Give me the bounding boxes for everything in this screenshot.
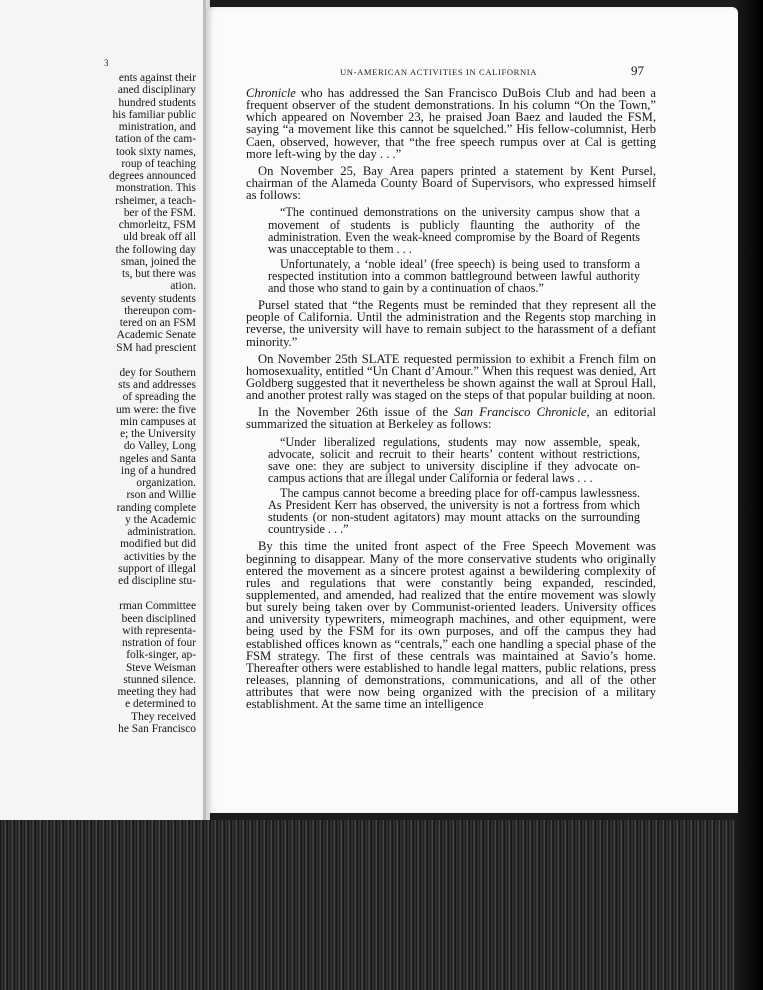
left-page-line: e; the University	[120, 428, 196, 440]
left-page-line: e determined to	[125, 698, 196, 711]
left-page-line: nstration of four	[121, 637, 196, 649]
quote-editorial-para-1: “Under liberalized regulations, students may now assemble, speak, advocate, solicit and recruit to their hearts’ content without restrictions, save one: they are subject to university discipline if they advocate on-campus actions that are illegal under California or federal laws . . .	[268, 434, 640, 485]
left-page-line: the following day	[115, 243, 196, 256]
left-page-line: rson and Willie	[126, 489, 196, 502]
left-page-line: stunned silence.	[123, 673, 196, 686]
left-page-line: rsheimer, a teach-	[115, 194, 196, 207]
paragraph-4: On November 25th SLATE requested permission to exhibit a French film on homosexuality, entitled “Un Chant d’Amour.” When this request was denied, Art Goldberg suggested that it nevertheless be shown against the wall at Sproul Hall, and another protest rally was staged on the steps of that popular building at noon.	[246, 351, 656, 403]
left-page-line: modified but did	[120, 538, 196, 551]
left-page-line: ation.	[170, 280, 196, 293]
left-page-line: ministration, and	[118, 121, 196, 133]
paragraph-3: Pursel stated that “the Regents must be reminded that they represent all the people of California. Until the administration and the Regents stop marching in reverse, the university will have to remain subject to the harassment of a defiant minority.”	[246, 298, 656, 349]
left-gap	[0, 354, 196, 367]
left-page-marker: 3	[104, 58, 109, 68]
left-page-line: They received	[131, 710, 196, 723]
quote-pursel-para-2: Unfortunately, a ‘noble ideal’ (free speech) is being used to transform a respected institution into a common battleground between lawful authority and those who stand to gain by a continuation of chaos.”	[268, 256, 640, 295]
left-page-line: support of illegal	[118, 562, 196, 575]
italic-newspaper: San Francisco Chronicle	[454, 405, 587, 420]
left-page-line: been disciplined	[121, 612, 196, 625]
left-page-line: monstration. This	[115, 182, 196, 195]
left-page-line: organization.	[136, 477, 196, 489]
scan-shadow-right	[735, 0, 763, 990]
left-page-line: tation of the cam-	[115, 133, 196, 146]
quote-editorial	[268, 436, 640, 536]
left-page-line: took sixty names,	[115, 145, 196, 158]
left-page-line: roup of teaching	[121, 157, 196, 170]
left-page-line: aned disciplinary	[117, 84, 196, 97]
left-page-line: rman Committee	[119, 600, 196, 613]
left-page-line: ngeles and Santa	[119, 452, 196, 465]
left-page-line: min campuses at	[120, 415, 196, 428]
left-page-line: chmorleitz, FSM	[118, 219, 196, 231]
left-page-line: y the Academic	[125, 513, 196, 526]
left-page-line: folk-singer, ap-	[126, 649, 196, 662]
scan-shadow-bottom	[0, 820, 763, 990]
paragraph-1-text: who has addressed the San Francisco DuBois Club and had been a frequent observer of the student demonstrations. In his column “On the Town,” which appeared on November 23, he praised Joan Baez and lauded the FSM, saying “a movement like this cannot be squelched.” His fellow-columnist, Herb Caen, observed, however, that “the free speech rumpus over at Cal is getting more left-wing by the day . . .”	[246, 86, 656, 161]
left-page-line: with representa-	[122, 624, 196, 637]
left-facing-page	[0, 0, 206, 820]
paragraph-5	[246, 406, 656, 430]
paragraph-5-text: , an editorial summarized the situation at Berkeley as follows:	[246, 405, 656, 432]
left-page-line: degrees announced	[109, 170, 196, 182]
left-page-line: dey for Southern	[119, 366, 196, 379]
running-header	[206, 63, 738, 79]
left-page-line: meeting they had	[117, 686, 196, 698]
running-title: UN-AMERICAN ACTIVITIES IN CALIFORNIA	[340, 67, 538, 77]
paragraph-1	[246, 87, 656, 160]
left-page-line: sts and addresses	[118, 379, 196, 391]
left-page-line: he San Francisco	[118, 722, 196, 735]
left-page-line: um were: the five	[115, 403, 196, 416]
quote-pursel-para-1: “The continued demonstrations on the university campus show that a movement of students is publicly flaunting the authority of the administration. Even the weak-kneed compromise by the Board of Regents was unacceptable to them . . .	[268, 205, 640, 256]
page-number: 97	[631, 63, 644, 78]
left-page-line: ber of the FSM.	[123, 206, 196, 219]
left-page-line: seventy students	[121, 292, 196, 305]
page-body	[246, 87, 656, 711]
left-page-line: administration.	[127, 526, 196, 538]
left-page-line: SM had prescient	[116, 341, 196, 354]
left-page-line: hundred students	[118, 96, 196, 109]
left-block-b	[0, 367, 196, 588]
paragraph-2: On November 25, Bay Area papers printed a statement by Kent Pursel, chairman of the Alameda County Board of Supervisors, who expressed himself as follows:	[246, 163, 656, 203]
left-block-a	[0, 72, 196, 354]
left-block-c	[0, 600, 196, 735]
left-page-text	[0, 72, 196, 735]
italic-chronicle: Chronicle	[246, 86, 296, 100]
left-page-line: do Valley, Long	[123, 440, 196, 453]
book-page	[206, 7, 738, 813]
left-page-line: thereupon com-	[124, 304, 196, 317]
left-gap	[0, 587, 196, 600]
left-page-line: ing of a hundred	[121, 464, 196, 477]
left-page-line: uld break off all	[123, 231, 196, 244]
left-page-line: Steve Weisman	[125, 661, 196, 674]
left-page-line: his familiar public	[112, 108, 196, 121]
quote-editorial-para-2: The campus cannot become a breeding place for off-campus lawlessness. As President Kerr has observed, the university is not a fortress from which students (or non-student agitators) may mount attacks on the surrounding countryside . . .”	[268, 486, 640, 537]
left-page-line: randing complete	[116, 501, 196, 514]
left-page-line: ents against their	[118, 72, 196, 84]
paragraph-6: By this time the united front aspect of the Free Speech Movement was beginning to disappear. Many of the more conservative students who originally entered the movement as a sincere protest against a bewildering complexity of rules and regulations that were constantly being expanded, rescinded, supplemented, and amended, had realized that the entire movement was slowly but surely being taken over by Communist-oriented leaders. University offices and university typewriters, mimeograph machines, and other equipment, were being used by the FSM for its own purposes, and off the campus they had established offices known as “centrals,” each one handling a special phase of the FSM strategy. The first of these centrals was maintained at Savio’s home. Thereafter others were established to handle legal matters, public relations, press releases, planning of demonstrations, communications, and all of the other attributes that were now being organized with the precision of a military establishment. At the same time an intelligence	[246, 539, 656, 712]
quote-pursel	[268, 206, 640, 294]
left-page-line: activities by the	[123, 550, 196, 563]
left-page-line: of spreading the	[122, 391, 196, 404]
left-page-line: ed discipline stu-	[118, 575, 196, 587]
left-page-line: tered on an FSM	[119, 317, 196, 329]
left-page-line: Academic Senate	[116, 329, 196, 342]
left-page-line: ts, but there was	[121, 268, 196, 280]
left-page-line: sman, joined the	[121, 255, 196, 268]
paragraph-5-lead: In the November 26th issue of the	[258, 405, 455, 420]
